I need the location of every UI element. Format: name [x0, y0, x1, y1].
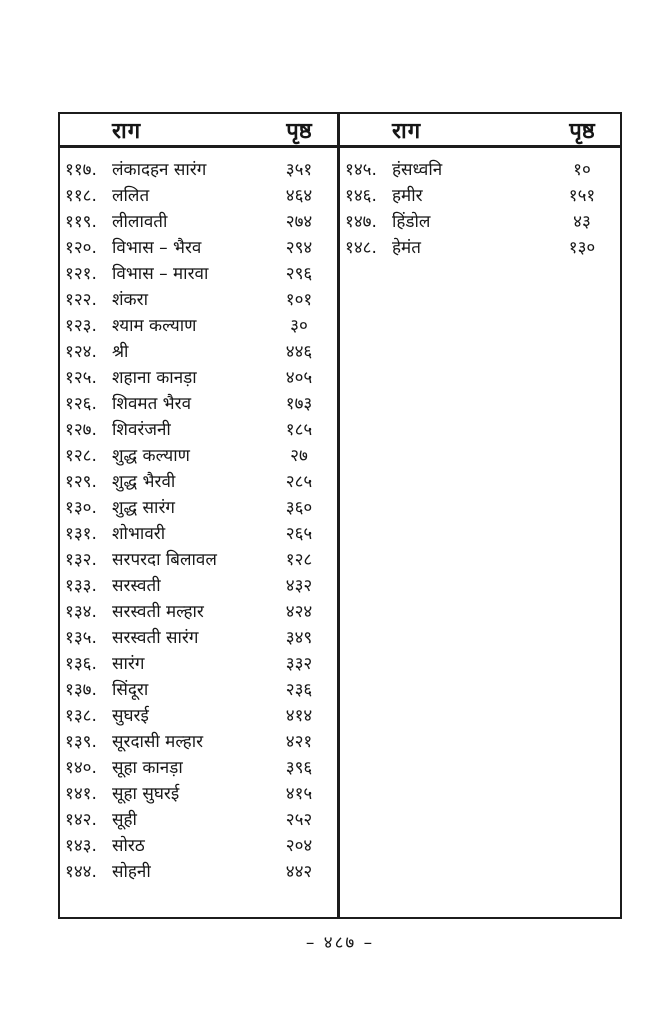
page-number: ३४९: [285, 628, 313, 648]
page-number: ४१४: [285, 706, 313, 726]
entry-number: ११७.: [65, 160, 97, 180]
table-row: [60, 703, 337, 729]
raga-name: शोभावरी: [112, 524, 166, 544]
index-rows-right: [340, 148, 620, 917]
raga-name: लीलावती: [112, 212, 168, 232]
raga-name: लंकादहन सारंग: [112, 160, 207, 180]
page-footer: [58, 930, 622, 953]
page-number: ३६०: [285, 498, 313, 518]
raga-name: शिवरंजनी: [112, 420, 171, 440]
table-row: [340, 235, 620, 261]
page-number: ४३: [573, 212, 591, 232]
entry-number: १२६.: [65, 394, 97, 414]
page-number: २९६: [285, 264, 313, 284]
table-row: [60, 677, 337, 703]
raga-name: हेमंत: [392, 238, 421, 258]
entry-number: १२०.: [65, 238, 97, 258]
page-number: २५२: [285, 810, 313, 830]
table-row: [60, 599, 337, 625]
table-row: [60, 287, 337, 313]
raga-name: श्याम कल्याण: [112, 316, 197, 336]
entry-number: १२८.: [65, 446, 97, 466]
page-number: २३६: [285, 680, 313, 700]
raga-name: सुघरई: [112, 706, 149, 726]
entry-number: १२५.: [65, 368, 97, 388]
index-column-left: [60, 114, 340, 917]
entry-number: १४८.: [345, 238, 377, 258]
page-number: २८५: [285, 472, 313, 492]
table-row: [60, 391, 337, 417]
entry-number: १३८.: [65, 706, 97, 726]
entry-number: १४७.: [345, 212, 377, 232]
table-row: [60, 755, 337, 781]
table-row: [60, 417, 337, 443]
raga-name: शुद्ध सारंग: [112, 498, 175, 518]
raga-header-label: राग: [112, 118, 142, 144]
raga-header-label: राग: [392, 118, 422, 144]
table-row: [60, 781, 337, 807]
entry-number: ११९.: [65, 212, 97, 232]
page-number: २७४: [285, 212, 313, 232]
raga-name: सरपरदा बिलावल: [112, 550, 217, 570]
page-number: ४६४: [285, 186, 313, 206]
page-number: ४३२: [285, 576, 313, 596]
table-row: [60, 521, 337, 547]
page-number: ४४६: [285, 342, 313, 362]
entry-number: १२७.: [65, 420, 97, 440]
raga-name: शिवमत भैरव: [112, 394, 192, 414]
page-header-label: पृष्ठ: [569, 118, 595, 144]
entry-number: १४६.: [345, 186, 377, 206]
raga-name: सरस्वती मल्हार: [112, 602, 204, 622]
page-number: १८५: [285, 420, 313, 440]
page-number: १५१: [568, 186, 596, 206]
page-number: ४४२: [285, 862, 313, 882]
table-row: [60, 625, 337, 651]
page-number: १३०: [568, 238, 596, 258]
table-row: [60, 729, 337, 755]
page-number: २०४: [285, 836, 313, 856]
entry-number: १३२.: [65, 550, 97, 570]
page-number: ४२४: [285, 602, 313, 622]
page-number: ४१५: [285, 784, 313, 804]
column-header: [60, 114, 337, 148]
page-number: ३९६: [285, 758, 313, 778]
raga-name: सूरदासी मल्हार: [112, 732, 204, 752]
entry-number: १४५.: [345, 160, 377, 180]
raga-name: शुद्ध भैरवी: [112, 472, 176, 492]
raga-name: हिंडोल: [392, 212, 431, 232]
entry-number: १२९.: [65, 472, 97, 492]
page-number: १७३: [285, 394, 313, 414]
entry-number: १२३.: [65, 316, 97, 336]
table-row: [60, 833, 337, 859]
table-row: [60, 261, 337, 287]
raga-name: सूहा कानड़ा: [112, 758, 183, 778]
entry-number: १३९.: [65, 732, 97, 752]
page-number: १०: [573, 160, 591, 180]
entry-number: १२२.: [65, 290, 97, 310]
table-row: [60, 495, 337, 521]
table-row: [60, 469, 337, 495]
raga-name: सरस्वती सारंग: [112, 628, 199, 648]
entry-number: ११८.: [65, 186, 97, 206]
table-row: [60, 859, 337, 885]
raga-name: श्री: [112, 342, 129, 362]
table-row: [60, 209, 337, 235]
raga-name: सोहनी: [112, 862, 151, 882]
raga-name: सरस्वती: [112, 576, 161, 596]
entry-number: १३६.: [65, 654, 97, 674]
entry-number: १३०.: [65, 498, 97, 518]
footer-page-number: – ४८७ –: [305, 933, 375, 953]
raga-name: हंसध्वनि: [392, 160, 443, 180]
raga-name: शंकरा: [112, 290, 148, 310]
entry-number: १२४.: [65, 342, 97, 362]
table-row: [340, 157, 620, 183]
entry-number: १३३.: [65, 576, 97, 596]
raga-name: शहाना कानड़ा: [112, 368, 197, 388]
raga-name: हमीर: [392, 186, 423, 206]
page-number: २९४: [285, 238, 313, 258]
table-row: [60, 183, 337, 209]
entry-number: १४३.: [65, 836, 97, 856]
index-column-right: [340, 114, 620, 917]
entry-number: १३७.: [65, 680, 97, 700]
raga-name: विभास – मारवा: [112, 264, 209, 284]
table-row: [60, 313, 337, 339]
page-number: ४०५: [285, 368, 313, 388]
page-number: १०१: [285, 290, 313, 310]
entry-number: १४४.: [65, 862, 97, 882]
page-number: ३५१: [285, 160, 313, 180]
table-row: [60, 807, 337, 833]
table-row: [60, 365, 337, 391]
page-number: २७: [290, 446, 308, 466]
table-row: [60, 573, 337, 599]
raga-name: सूहा सुघरई: [112, 784, 180, 804]
page-number: २६५: [285, 524, 313, 544]
raga-index-table: [58, 112, 622, 919]
table-row: [340, 209, 620, 235]
entry-number: १४१.: [65, 784, 97, 804]
table-row: [60, 651, 337, 677]
table-row: [340, 183, 620, 209]
index-rows-left: [60, 148, 337, 917]
page-number: १२८: [285, 550, 313, 570]
table-row: [60, 157, 337, 183]
raga-name: सिंदूरा: [112, 680, 149, 700]
table-row: [60, 339, 337, 365]
table-row: [60, 547, 337, 573]
raga-name: शुद्ध कल्याण: [112, 446, 190, 466]
raga-name: विभास – भैरव: [112, 238, 202, 258]
entry-number: १३१.: [65, 524, 97, 544]
page-number: ४२१: [285, 732, 313, 752]
table-row: [60, 443, 337, 469]
entry-number: १२१.: [65, 264, 97, 284]
entry-number: १४२.: [65, 810, 97, 830]
page-number: ३३२: [285, 654, 313, 674]
column-header: [340, 114, 620, 148]
entry-number: १४०.: [65, 758, 97, 778]
entry-number: १३४.: [65, 602, 97, 622]
raga-name: सारंग: [112, 654, 145, 674]
page-header-label: पृष्ठ: [286, 118, 312, 144]
entry-number: १३५.: [65, 628, 97, 648]
raga-name: सोरठ: [112, 836, 145, 856]
page-number: ३०: [290, 316, 308, 336]
raga-name: सूही: [112, 810, 137, 830]
table-row: [60, 235, 337, 261]
raga-name: ललित: [112, 186, 150, 206]
